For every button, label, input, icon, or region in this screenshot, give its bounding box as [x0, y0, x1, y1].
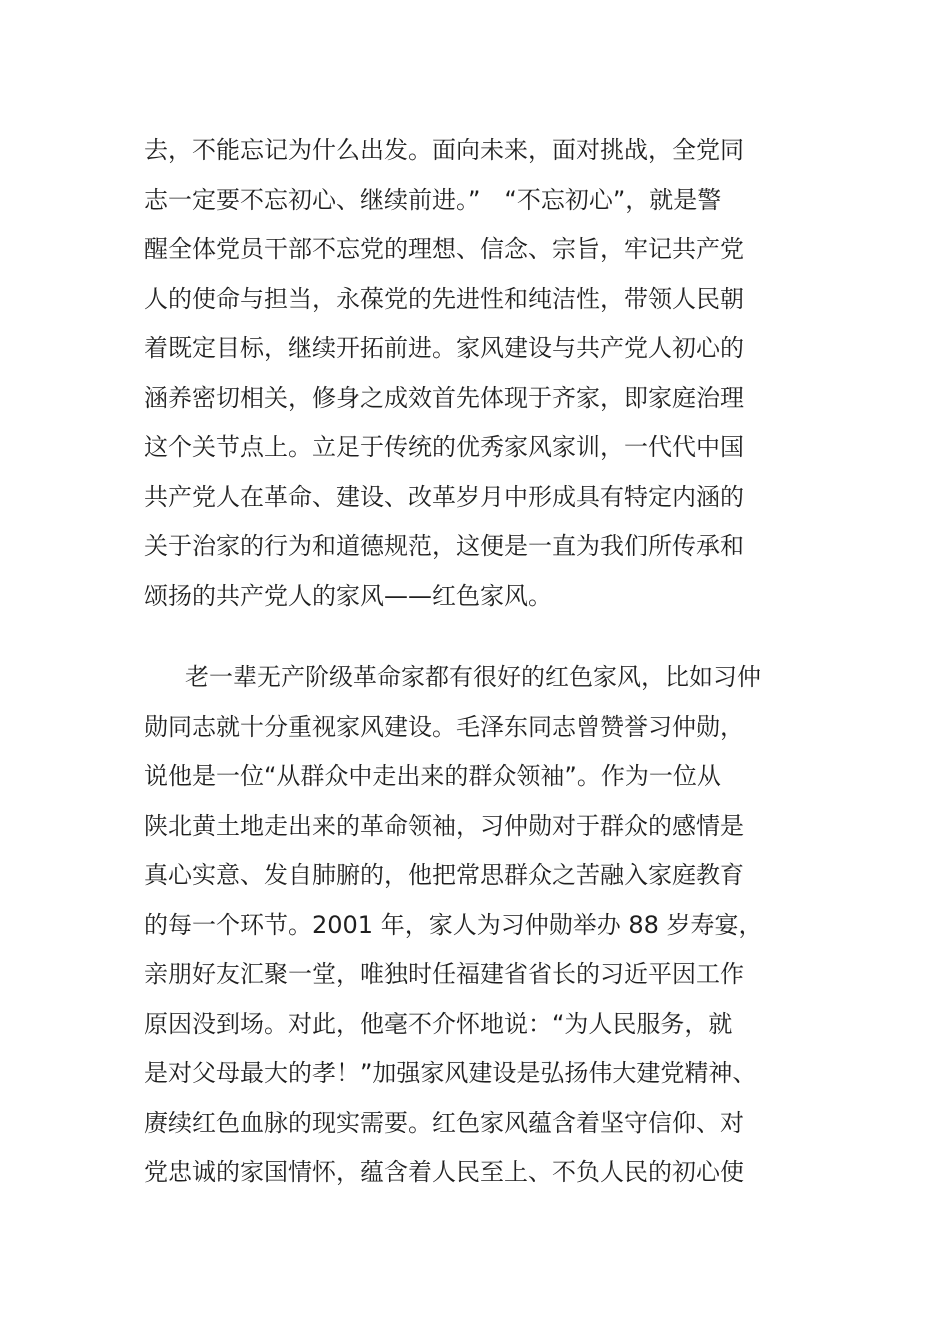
text-line: 共产党人在革命、建设、改革岁月中形成具有特定内涵的	[144, 482, 744, 511]
text-line: 陕北黄土地走出来的革命领袖，习仲勋对于群众的感情是	[144, 811, 744, 840]
text-line: 真心实意、发自肺腑的，他把常思群众之苦融入家庭教育	[144, 861, 744, 889]
text-line: 去，不能忘记为什么出发。面向未来，面对挑战，全党同	[144, 136, 744, 164]
text-line: 醒全体党员干部不忘党的理想、信念、宗旨，牢记共产党	[144, 235, 744, 263]
text-line: 志一定要不忘初心、继续前进。” “不忘初心”，就是警	[144, 185, 722, 214]
text-line: 赓续红色血脉的现实需要。红色家风蕴含着坚守信仰、对	[144, 1108, 744, 1137]
text-line: 这个关节点上。立足于传统的优秀家风家训，一代代中国	[144, 433, 744, 461]
text-line: 涵养密切相关，修身之成效首先体现于齐家，即家庭治理	[144, 383, 744, 412]
text-line: 党忠诚的家国情怀，蕴含着人民至上、不负人民的初心使	[144, 1158, 744, 1186]
text-line: 人的使命与担当，永葆党的先进性和纯洁性，带领人民朝	[144, 284, 744, 313]
text-line: 老一辈无产阶级革命家都有很好的红色家风，比如习仲	[185, 663, 761, 691]
paragraph-2	[144, 653, 804, 1198]
paragraph-1	[144, 126, 804, 621]
text-line: 的每一个环节。2001 年，家人为习仲勋举办 88 岁寿宴，	[144, 910, 763, 939]
text-line: 勋同志就十分重视家风建设。毛泽东同志曾赞誉习仲勋，	[144, 712, 744, 741]
text-line: 着既定目标，继续开拓前进。家风建设与共产党人初心的	[144, 334, 744, 362]
text-line: 关于治家的行为和道德规范，这便是一直为我们所传承和	[144, 532, 744, 560]
text-line: 是对父母最大的孝！”加强家风建设是弘扬伟大建党精神、	[144, 1059, 757, 1087]
text-line: 亲朋好友汇聚一堂，唯独时任福建省省长的习近平因工作	[144, 960, 744, 988]
text-line: 说他是一位“从群众中走出来的群众领袖”。作为一位从	[144, 762, 721, 790]
text-line: 颂扬的共产党人的家风——红色家风。	[144, 581, 552, 610]
text-line: 原因没到场。对此，他毫不介怀地说：“为人民服务，就	[144, 1009, 733, 1038]
